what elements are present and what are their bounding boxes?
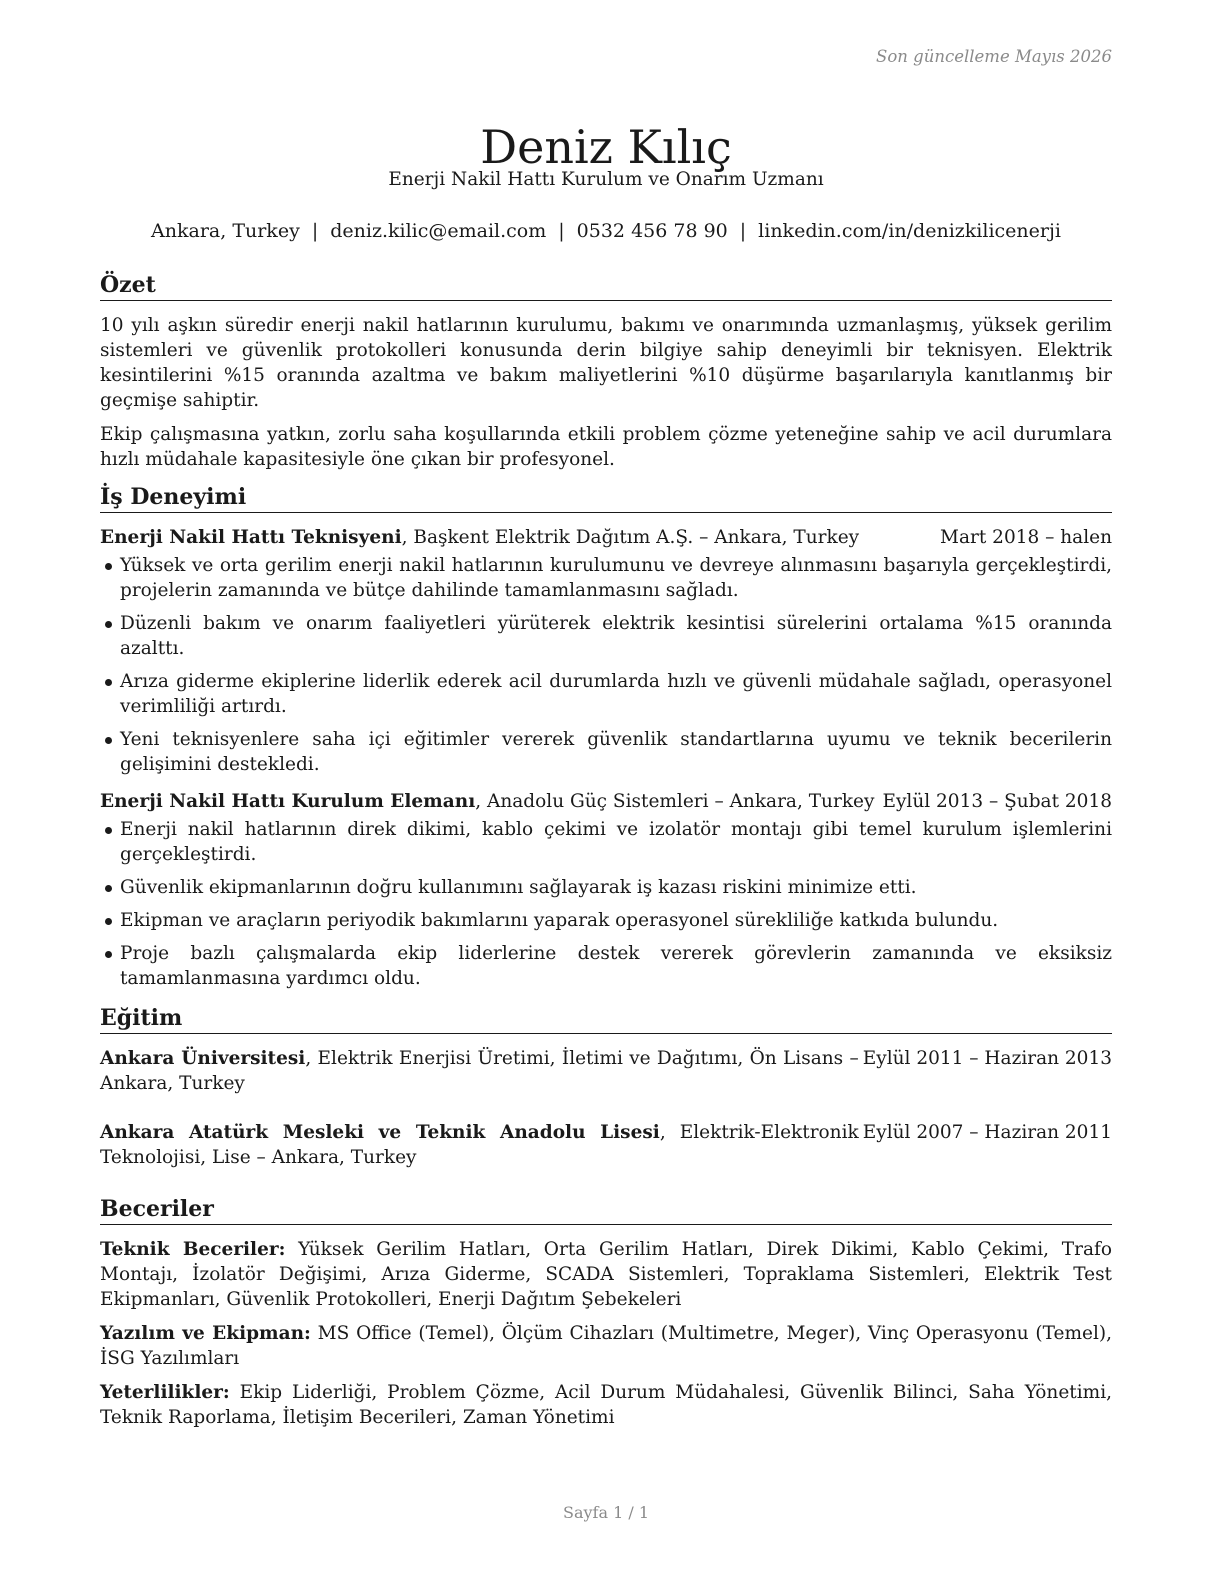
candidate-headline: Enerji Nakil Hattı Kurulum ve Onarım Uzmanı — [388, 169, 824, 190]
education-entry — [100, 1046, 1112, 1096]
job-organization: , Başkent Elektrik Dağıtım A.Ş. – Ankara, Turkey — [401, 527, 860, 548]
job-entry — [100, 789, 1112, 991]
contact-phone[interactable]: 0532 456 78 90 — [576, 220, 728, 242]
skill-group — [100, 1237, 1112, 1312]
experience-heading: İş Deneyimi — [100, 482, 1112, 513]
job-bullets — [100, 553, 1112, 777]
school-name: Ankara Atatürk Mesleki ve Teknik Anadolu Lisesi — [100, 1122, 660, 1143]
skill-group — [100, 1321, 1112, 1371]
skill-group — [100, 1380, 1112, 1430]
list-item: Yeni teknisyenlere saha içi eğitimler vererek güvenlik standartlarına uyumu ve teknik becerilerin gelişimini destekledi. — [100, 727, 1112, 777]
list-item: Arıza giderme ekiplerine liderlik ederek acil durumlarda hızlı ve güvenli müdahale sağladı, operasyonel verimliliği artırdı. — [100, 669, 1112, 719]
job-role: Enerji Nakil Hattı Kurulum Elemanı — [100, 791, 476, 812]
job-organization: , Anadolu Güç Sistemleri – Ankara, Turkey — [475, 791, 875, 812]
job-bullets — [100, 817, 1112, 991]
page-number: Sayfa 1 / 1 — [562, 1503, 649, 1522]
candidate-name: Deniz Kılıç — [480, 119, 732, 174]
skill-group-label: Yazılım ve Ekipman: — [100, 1323, 311, 1344]
education-detail: , Elektrik Enerjisi Üretimi, İletimi ve Dağıtımı, Ön Lisans – Ankara, Turkey — [100, 1048, 859, 1094]
education-entry — [100, 1120, 1112, 1170]
contact-line — [100, 219, 1112, 244]
job-dates: Eylül 2013 – Şubat 2018 — [882, 791, 1112, 812]
contact-linkedin[interactable]: linkedin.com/in/denizkilicenerji — [758, 220, 1061, 242]
resume-page — [100, 0, 1112, 1584]
contact-separator: | — [739, 220, 747, 242]
contact-email[interactable]: deniz.kilic@email.com — [330, 220, 547, 242]
skill-group-label: Teknik Beceriler: — [100, 1239, 286, 1260]
school-name: Ankara Üniversitesi — [100, 1048, 306, 1069]
list-item: Enerji nakil hatlarının direk dikimi, kablo çekimi ve izolatör montajı gibi temel kurulum işlemlerini gerçekleştirdi. — [100, 817, 1112, 867]
list-item: Proje bazlı çalışmalarda ekip liderlerine destek vererek görevlerin zamanında ve eksiksiz tamamlanmasına yardımcı oldu. — [100, 941, 1112, 991]
contact-separator: | — [311, 220, 319, 242]
summary-section — [100, 270, 1112, 472]
summary-heading: Özet — [100, 270, 1112, 301]
summary-paragraph: Ekip çalışmasına yatkın, zorlu saha koşullarında etkili problem çözme yeteneğine sahip ve acil durumlara hızlı müdahale kapasitesiyle öne çıkan bir profesyonel. — [100, 424, 1112, 470]
skill-group-text: Ekip Liderliği, Problem Çözme, Acil Durum Müdahalesi, Güvenlik Bilinci, Saha Yönetimi, Teknik Raporlama, İletişim Becerileri, Zaman Yönetimi — [100, 1382, 1112, 1428]
list-item: Yüksek ve orta gerilim enerji nakil hatlarının kurulumunu ve devreye alınmasını başarıyla gerçekleştirdi, projelerin zamanında ve bütçe dahilinde tamamlanmasını sağladı. — [100, 553, 1112, 603]
skill-group-text: Yüksek Gerilim Hatları, Orta Gerilim Hatları, Direk Dikimi, Kablo Çekimi, Trafo Montajı, İzolatör Değişimi, Arıza Giderme, SCADA Sistemleri, Topraklama Sistemleri, Elektrik Test Ekipmanları, Güvenlik Protokolleri, Enerji Dağıtım Şebekeleri — [100, 1239, 1112, 1310]
skills-section — [100, 1194, 1112, 1430]
experience-section — [100, 482, 1112, 991]
education-dates: Eylül 2007 – Haziran 2011 — [862, 1122, 1112, 1143]
job-dates: Mart 2018 – halen — [940, 527, 1112, 548]
education-dates: Eylül 2011 – Haziran 2013 — [862, 1048, 1112, 1069]
job-entry — [100, 525, 1112, 777]
summary-paragraph: 10 yılı aşkın süredir enerji nakil hatlarının kurulumu, bakımı ve onarımında uzmanlaşmış, yüksek gerilim sistemleri ve güvenlik protokolleri konusunda derin bilgiye sahip deneyimli bir teknisyen. Elektrik kesintilerini %15 oranında azaltma ve bakım maliyetlerini %10 düşürme başarılarıyla kanıtlanmış bir geçmişe sahiptir. — [100, 315, 1112, 411]
list-item: Düzenli bakım ve onarım faaliyetleri yürüterek elektrik kesintisi sürelerini ortalama %15 oranında azalttı. — [100, 611, 1112, 661]
job-role: Enerji Nakil Hattı Teknisyeni — [100, 527, 402, 548]
contact-separator: | — [558, 220, 565, 242]
contact-location: Ankara, Turkey — [151, 220, 300, 242]
skills-heading: Beceriler — [100, 1194, 1112, 1225]
last-updated: Son güncelleme Mayıs 2026 — [876, 47, 1112, 66]
education-heading: Eğitim — [100, 1003, 1112, 1034]
job-header — [100, 789, 1112, 814]
job-header — [100, 525, 1112, 550]
list-item: Güvenlik ekipmanlarının doğru kullanımını sağlayarak iş kazası riskini minimize etti. — [100, 875, 1112, 900]
list-item: Ekipman ve araçların periyodik bakımlarını yaparak operasyonel sürekliliğe katkıda bulundu. — [100, 908, 1112, 933]
education-section — [100, 1003, 1112, 1170]
education-detail: , Elektrik-Elektronik Teknolojisi, Lise – Ankara, Turkey — [100, 1122, 859, 1168]
skill-group-text: MS Office (Temel), Ölçüm Cihazları (Multimetre, Meger), Vinç Operasyonu (Temel), İSG Yazılımları — [100, 1323, 1113, 1369]
skill-group-label: Yeterlilikler: — [100, 1382, 230, 1403]
resume-content — [100, 270, 1112, 1440]
